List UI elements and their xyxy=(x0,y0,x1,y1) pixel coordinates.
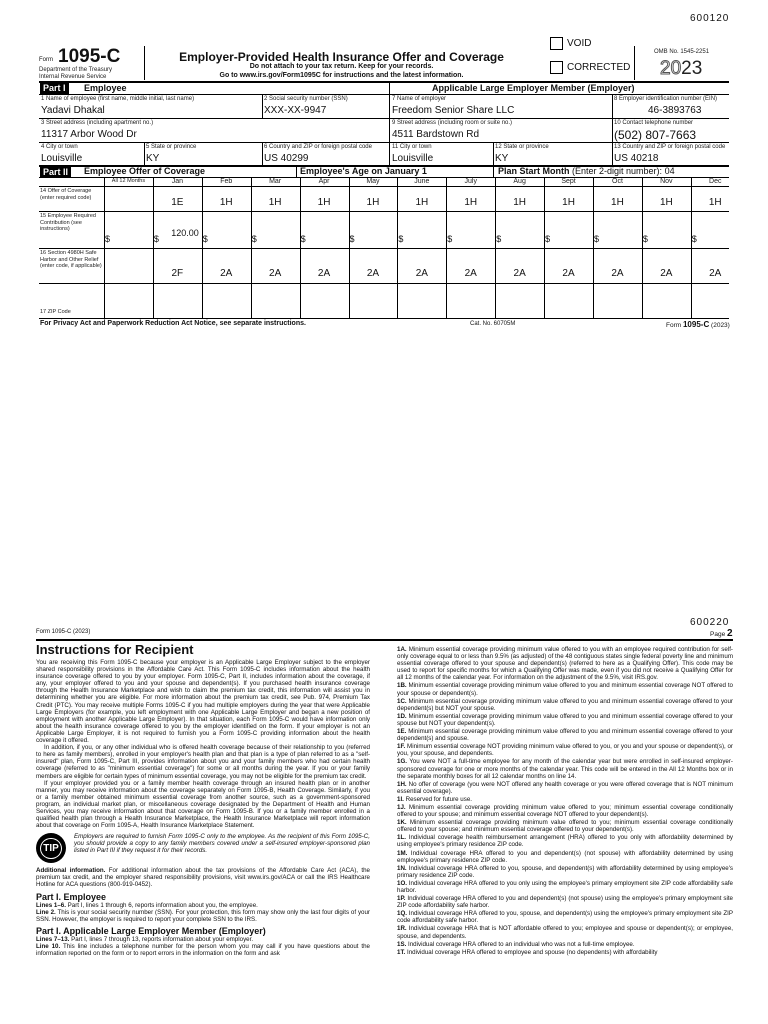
form-number: 1095-C xyxy=(58,46,121,67)
code-item xyxy=(397,728,733,742)
row15-dollar: $ xyxy=(642,234,648,244)
code-label: 1B. xyxy=(397,682,407,690)
row14-cell[interactable]: 1H xyxy=(317,197,331,208)
page2-header-left: Form 1095-C (2023) xyxy=(36,629,91,635)
footer-form-number: 1095-C xyxy=(682,320,710,329)
code-label: 1K. xyxy=(397,819,407,827)
instructions-heading: Instructions for Recipient xyxy=(36,642,194,657)
code-item xyxy=(397,819,733,833)
code-text: Individual coverage HRA offered to you and dependent(s) (not spouse) using the employee's primary employment site ZIP code affordability safe harbor. xyxy=(397,895,733,910)
row16-cell[interactable]: 2F xyxy=(171,268,184,279)
field-12-label: 12 State or province xyxy=(495,144,549,150)
row15-dollar: $ xyxy=(545,234,551,244)
row14-cell[interactable]: 1H xyxy=(219,197,233,208)
age-label xyxy=(300,166,427,177)
row14-cell[interactable]: 1H xyxy=(513,197,527,208)
agency-line1: Department of the Treasury xyxy=(39,67,113,73)
row17-cell[interactable] xyxy=(593,288,642,314)
line-2-text: This is your social security number (SSN). For your protection, this form may show only the last four digits of your SSN. However, the employer is required to report your complete SSN to the IRS. xyxy=(36,908,370,923)
row17-cell[interactable] xyxy=(104,288,153,314)
field-10-label: 10 Contact telephone number xyxy=(614,120,694,126)
lines-1-6 xyxy=(36,902,370,909)
part2-title: Employee Offer of Coverage xyxy=(84,166,206,176)
grid-line xyxy=(39,283,729,284)
field-6-label: 6 Country and ZIP or foreign postal code xyxy=(264,144,372,150)
code-text: Individual coverage HRA offered to an individual who was not a full-time employee. xyxy=(406,940,635,948)
employee-city[interactable]: Louisville xyxy=(41,153,83,164)
employee-street[interactable]: 11317 Arbor Wood Dr xyxy=(41,129,137,140)
corrected-checkbox[interactable] xyxy=(550,61,563,74)
lines-1-6-bold: Lines 1–6. xyxy=(36,901,66,909)
code-text: Individual coverage HRA offered to you and dependent(s) (not spouse) with affordability determined by using employee's primary residence ZIP code. xyxy=(397,849,733,864)
page-num: 2 xyxy=(727,628,733,639)
code-item xyxy=(397,949,733,956)
code-text: Individual coverage HRA offered to you only using the employee's primary employment site ZIP code affordability safe harbor. xyxy=(397,879,733,894)
line-10 xyxy=(36,943,370,957)
row14-cell[interactable]: 1H xyxy=(562,197,575,208)
code-label: 1T. xyxy=(397,948,406,956)
month-header: June xyxy=(414,178,430,185)
row16-cell[interactable]: 2A xyxy=(366,268,380,279)
year-prefix: 20 xyxy=(660,58,682,79)
row17-cell[interactable] xyxy=(349,288,398,314)
code-text: Minimum essential coverage providing minimum value offered to you and minimum essential coverage NOT offered to your spouse or dependent(s). xyxy=(397,682,733,697)
code-text: Individual coverage HRA that is NOT affordable offered to you; employee and spouse or dependent(s); or employee, spouse, and dependents. xyxy=(397,925,733,940)
code-text: Minimum essential coverage providing minimum value offered to you; minimum essential coverage conditionally offered to your spouse; and minimum essential coverage offered to your dependent(s). xyxy=(397,819,733,834)
void-label: VOID xyxy=(567,38,592,49)
month-header: All 12 Months xyxy=(111,178,146,184)
code-item xyxy=(397,758,733,779)
row17-cell[interactable] xyxy=(495,288,544,314)
code-item xyxy=(397,804,733,818)
year-suffix: 23 xyxy=(681,58,703,79)
employer-zip[interactable]: US 40218 xyxy=(614,153,659,164)
row15-cell[interactable]: 120.00 xyxy=(171,228,199,238)
row17-cell[interactable] xyxy=(544,288,593,314)
row16-cell[interactable]: 2A xyxy=(660,268,673,279)
row15-dollar: $ xyxy=(398,234,404,244)
employer-state[interactable]: KY xyxy=(495,153,509,164)
row15-dollar: $ xyxy=(300,234,306,244)
code-item xyxy=(397,698,733,712)
code-item xyxy=(397,646,733,681)
month-header: Apr xyxy=(318,178,330,185)
intro-paragraph: You are receiving this Form 1095-C because your employer is an Applicable Large Employer subject to the employer shared responsibility provisions in the Affordable Care Act. This Form 1095-C includes information about the health insurance coverage offered to you by your employer. Form 1095-C, Part II, includes information about the coverage, if any, your employer offered to you and your spouse and dependent(s). If you purchased health insurance coverage through the Health Insurance Marketplace and wish to claim the premium tax credit, this information will assist you in determining whether you are eligible. For more information about the premium tax credit, see Pub. 974, Premium Tax Credit (PTC). You may receive multiple Forms 1095-C if you had multiple employers during the year that were Applicable Large Employers (for example, you left employment with one Applicable Large Employer and began a new position of employment with another Applicable Large Employer). In that situation, each Form 1095-C would have information only about the health insurance coverage offered to you by the employer identified on the form. If your employer is not an Applicable Large Employer, it is not required to furnish you a Form 1095-C providing information about the health coverage it offered. xyxy=(36,659,370,745)
part1b-heading: Part I. Applicable Large Employer Member (Employer) xyxy=(36,925,266,936)
row16-cell[interactable]: 2A xyxy=(220,268,233,279)
code-text: Minimum essential coverage providing minimum value offered to you and minimum essential coverage offered to your dependent(s) and spouse. xyxy=(397,728,733,743)
row15-dollar: $ xyxy=(105,234,111,244)
code-text: Minimum essential coverage providing minimum value offered to you with an employee required contribution for self-only coverage equal to or less than 9.5% (as adjusted) of the 48 contiguous states single federal poverty line and minimum essential coverage offered to your spouse and dependent(s) (referred to here as a Qualifying Offer). This code may be used to report for specific months for which a Qualifying Offer was made, even if you did not receive a Qualifying Offer for all 12 months of the calendar year. For information on the adjustment of the 9.5%, visit IRS.gov. xyxy=(397,646,733,682)
code-label: 1L. xyxy=(397,834,406,842)
paragraph-3: If your employer provided you or a family member health coverage through an insured health plan or in another manner, you may receive information about the coverage separately on Form 1095-B, Health Coverage. Similarly, if you or a family member obtained minimum essential coverage from another source, such as a government-sponsored program, an individual market plan, or miscellaneous coverage designated by the Department of Health and Human Services, you may receive information about that coverage on Form 1095-B. If you or a family member enrolled in a qualified health plan through a Health Insurance Marketplace, the Health Insurance Marketplace will report information about that coverage on Form 1095-A, Health Insurance Marketplace Statement. xyxy=(36,779,370,830)
part1-title: Employee xyxy=(84,83,127,93)
row17-cell[interactable] xyxy=(202,288,251,314)
code-text: Minimum essential coverage providing minimum value offered to you and minimum essential coverage offered to your dependent(s) but NOT your spouse. xyxy=(397,697,733,712)
row16-cell[interactable]: 2A xyxy=(611,268,624,279)
row14-cell[interactable]: 1H xyxy=(268,197,282,208)
row15-dollar: $ xyxy=(349,234,355,244)
field-7-label: 7 Name of employer xyxy=(392,96,447,102)
code-label: 1C. xyxy=(397,697,407,705)
row17-cell[interactable] xyxy=(691,288,740,314)
code-item xyxy=(397,925,733,939)
row15-dollar: $ xyxy=(594,234,600,244)
code-item xyxy=(397,941,733,948)
code-item xyxy=(397,796,733,803)
tip-box xyxy=(36,833,370,863)
field-4-label: 4 City or town xyxy=(41,144,78,150)
line-2 xyxy=(36,909,370,923)
row15-dollar: $ xyxy=(691,234,697,244)
employee-ssn[interactable]: XXX-XX-9947 xyxy=(264,105,327,116)
field-1-label: 1 Name of employee (first name, middle initial, last name) xyxy=(41,96,195,102)
row17-cell[interactable] xyxy=(446,288,495,314)
code-label: 1G. xyxy=(397,758,407,766)
tip-icon xyxy=(36,833,66,863)
grid-line xyxy=(39,186,729,187)
employer-street[interactable]: 4511 Bardstown Rd xyxy=(392,129,480,140)
corner-code: 600120 xyxy=(690,13,730,24)
code-label: 1I. xyxy=(397,795,404,803)
row16-label: 16 Section 4980H Safe Harbor and Other Relief (enter code, if applicable) xyxy=(40,250,102,269)
employer-phone[interactable]: (502) 807-7663 xyxy=(614,128,697,142)
row14-cell[interactable]: 1H xyxy=(708,197,722,208)
month-header: Dec xyxy=(709,178,722,185)
code-label: 1Q. xyxy=(397,910,407,918)
corrected-label: CORRECTED xyxy=(567,62,631,73)
plan-start xyxy=(498,166,675,176)
employee-state[interactable]: KY xyxy=(146,153,160,164)
footer-form xyxy=(666,320,730,329)
page-number xyxy=(710,628,733,639)
month-header: Oct xyxy=(612,178,623,185)
tip-text: Employers are required to furnish Form 1095-C only to the employee. As the recipient of this Form 1095-C, you should provide a copy to any family members covered under a self-insured employer-sponsored plan listed in Part III if they request it for their records. xyxy=(74,833,370,855)
row14-cell[interactable]: 1H xyxy=(415,197,429,208)
code-label: 1P. xyxy=(397,895,406,903)
row17-cell[interactable] xyxy=(642,288,691,314)
row17-cell[interactable] xyxy=(300,288,349,314)
tip-label: TIP xyxy=(40,838,62,859)
row15-dollar: $ xyxy=(447,234,453,244)
code-label: 1M. xyxy=(397,849,408,857)
omb-number: OMB No. 1545-2251 xyxy=(654,49,710,55)
agency-line2: Internal Revenue Service xyxy=(39,74,107,80)
age-label-text: Employee's Age on January 1 xyxy=(300,166,427,176)
employer-city[interactable]: Louisville xyxy=(392,153,434,164)
code-text: Minimum essential coverage providing minimum value offered to you and minimum essential coverage offered to your spouse but NOT your dependent(s). xyxy=(397,712,733,727)
month-header: Sept xyxy=(561,178,576,185)
employee-name[interactable]: Yadavi Dhakal xyxy=(41,105,105,116)
lines-7-13-bold: Lines 7–13. xyxy=(36,935,70,943)
row16-cell[interactable]: 2A xyxy=(415,268,428,279)
month-header: Mar xyxy=(269,178,282,185)
code-label: 1A. xyxy=(397,646,407,653)
code-label: 1N. xyxy=(397,864,407,872)
left-column xyxy=(36,642,370,1024)
code-label: 1S. xyxy=(397,940,407,948)
row16-cell[interactable]: 2A xyxy=(709,268,722,279)
row16-cell[interactable]: 2A xyxy=(513,268,526,279)
field-13-label: 13 Country and ZIP or foreign postal code xyxy=(614,144,726,150)
grid-line xyxy=(39,211,729,212)
row14-cell[interactable]: 1H xyxy=(659,197,673,208)
row15-dollar: $ xyxy=(202,234,208,244)
code-label: 1F. xyxy=(397,743,406,751)
line-2-bold: Line 2. xyxy=(36,908,56,916)
row15-dollar: $ xyxy=(153,234,159,244)
plan-start-label: Plan Start Month xyxy=(498,166,570,176)
field-3-label: 3 Street address (including apartment no.) xyxy=(41,120,154,126)
row17-cell[interactable] xyxy=(153,288,202,314)
line-10-text: This line includes a telephone number for the person whom you may call if you have questions about the information reported on the form or to report errors in the information on the form and ask xyxy=(36,942,370,957)
page-word: Page xyxy=(710,631,726,638)
employer-ein[interactable]: 46-3893763 xyxy=(648,105,702,116)
field-2-label: 2 Social security number (SSN) xyxy=(264,96,348,102)
lines-7-13 xyxy=(36,936,370,943)
additional-info xyxy=(36,867,370,888)
code-label: 1O. xyxy=(397,879,407,887)
code-item xyxy=(397,743,733,757)
page2-corner-code: 600220 xyxy=(690,617,730,628)
row14-cell[interactable]: 1H xyxy=(366,197,380,208)
row15-dollar: $ xyxy=(496,234,502,244)
code-text: Individual coverage HRA offered to employee and spouse (no dependents) with affordability xyxy=(405,948,658,956)
row14-cell[interactable]: 1H xyxy=(611,197,624,208)
footer-form-year: (2023) xyxy=(711,322,730,329)
row14-label: 14 Offer of Coverage (enter required code) xyxy=(40,188,92,201)
month-header: Aug xyxy=(513,178,526,185)
employee-zip[interactable]: US 40299 xyxy=(264,153,309,164)
void-checkbox[interactable] xyxy=(550,37,563,50)
tax-year xyxy=(660,58,702,80)
row16-cell[interactable]: 2A xyxy=(562,268,575,279)
code-text: Individual coverage HRA offered to you, spouse, and dependent(s) using the employee's primary employment site ZIP code affordability safe harbor. xyxy=(397,910,733,925)
code-text: Individual coverage HRA offered to you, spouse, and dependent(s) with affordability determined by using employee's primary residence ZIP code. xyxy=(397,864,733,879)
footer-form-word: Form xyxy=(666,322,682,329)
code-item xyxy=(397,895,733,909)
code-text: You were NOT a full-time employee for any month of the calendar year but were enrolled in self-insured employer-sponsored coverage for one or more months of the calendar year. This code will be entered in the All 12 Months box or in the separate monthly boxes for all 12 calendar months on line 14. xyxy=(397,758,733,780)
field-11-label: 11 City or town xyxy=(392,144,432,150)
code-text: Reserved for future use. xyxy=(403,795,472,803)
row14-cell[interactable]: 1H xyxy=(464,197,478,208)
field-5-label: 5 State or province xyxy=(146,144,197,150)
code-label: 1D. xyxy=(397,712,407,720)
code-label: 1E. xyxy=(397,728,407,736)
field-9-label: 9 Street address (including room or suite no.) xyxy=(392,120,513,126)
privacy-notice: For Privacy Act and Paperwork Reduction Act Notice, see separate instructions. xyxy=(40,320,306,327)
plan-start-value[interactable]: 04 xyxy=(664,166,675,176)
row17-cell[interactable] xyxy=(397,288,446,314)
part1-heading: Part I. Employee xyxy=(36,891,107,902)
form-subtitle-1: Do not attach to your tax return. Keep for your records. xyxy=(249,63,434,70)
part1-tag: Part I xyxy=(40,83,69,94)
code-item xyxy=(397,834,733,848)
month-header: May xyxy=(366,178,380,185)
form-title: Employer-Provided Health Insurance Offer and Coverage xyxy=(179,50,504,64)
row14-cell[interactable]: 1E xyxy=(171,197,184,208)
line-10-bold: Line 10. xyxy=(36,942,61,950)
row16-cell[interactable]: 2A xyxy=(317,268,331,279)
plan-start-hint: (Enter 2-digit number): xyxy=(572,166,663,176)
month-header: July xyxy=(464,178,477,185)
code-text: Minimum essential coverage NOT providing minimum value offered to you, or you and your spouse or dependent(s), or you, your spouse, and dependents. xyxy=(397,743,733,758)
row17-label: 17 ZIP Code xyxy=(40,309,71,315)
code-text: No offer of coverage (you were NOT offered any health coverage or you were offered coverage that is NOT minimum essential coverage). xyxy=(397,780,733,795)
month-header: Jan xyxy=(171,178,183,185)
lines-1-6-text: Part I, lines 1 through 6, reports information about you, the employee. xyxy=(65,901,258,909)
month-header: Feb xyxy=(220,178,233,185)
code-label: 1R. xyxy=(397,925,407,933)
code-item xyxy=(397,850,733,864)
code-label: 1J. xyxy=(397,803,406,811)
additional-info-bold: Additional information. xyxy=(36,867,106,875)
row16-cell[interactable]: 2A xyxy=(269,268,282,279)
employer-section-title: Applicable Large Employer Member (Employer) xyxy=(432,83,635,93)
row15-label: 15 Employee Required Contribution (see instructions) xyxy=(40,213,96,232)
row17-cell[interactable] xyxy=(251,288,300,314)
code-item xyxy=(397,682,733,696)
code-item xyxy=(397,781,733,795)
field-8-label: 8 Employer identification number (EIN) xyxy=(614,96,718,102)
additional-info-text: For additional information about the tax provisions of the Affordable Care Act (ACA), the premium tax credit, and the employer shared responsibility provisions, visit www.irs.gov/ACA or call the IRS Healthcare Hotline for ACA questions (800-919-0452). xyxy=(36,867,370,889)
code-item xyxy=(397,910,733,924)
code-list xyxy=(397,646,733,1024)
lines-7-13-text: Part I, lines 7 through 13, reports information about your employer. xyxy=(69,935,254,943)
catalog-number: Cat. No. 60705M xyxy=(470,321,516,327)
code-item xyxy=(397,880,733,894)
employer-name[interactable]: Freedom Senior Share LLC xyxy=(392,105,515,116)
row15-dollar: $ xyxy=(251,234,257,244)
part2-tag: Part II xyxy=(40,167,71,178)
code-label: 1H. xyxy=(397,780,407,788)
code-text: Individual coverage health reimbursement arrangement (HRA) offered to you only with affordability determined by using employee's primary residence ZIP code. xyxy=(397,834,733,849)
code-item xyxy=(397,865,733,879)
form-word: Form xyxy=(39,57,53,63)
code-text: Minimum essential coverage providing minimum value offered to you; minimum essential coverage conditionally offered to your spouse; and minimum essential coverage NOT offered to your dependent(s). xyxy=(397,803,733,819)
form-subtitle-2: Go to www.irs.gov/Form1095C for instructions and the latest information. xyxy=(219,72,464,79)
month-header: Nov xyxy=(660,178,673,185)
paragraph-2: In addition, if you, or any other individual who is offered health coverage because of their relationship to you (referred to here as family members), enrolled in your employer's health plan and that plan is a type of plan referred to as a "self-insured" plan, Form 1095-C, Part III, provides information about you and your family members who had certain health coverage (referred to as "minimum essential coverage") for some or all months during the year. If you or your family members are eligible for certain types of minimum essential coverage, you may not be eligible for the premium tax credit. xyxy=(36,744,370,780)
grid-line xyxy=(39,248,729,249)
code-item xyxy=(397,713,733,727)
row16-cell[interactable]: 2A xyxy=(464,268,477,279)
